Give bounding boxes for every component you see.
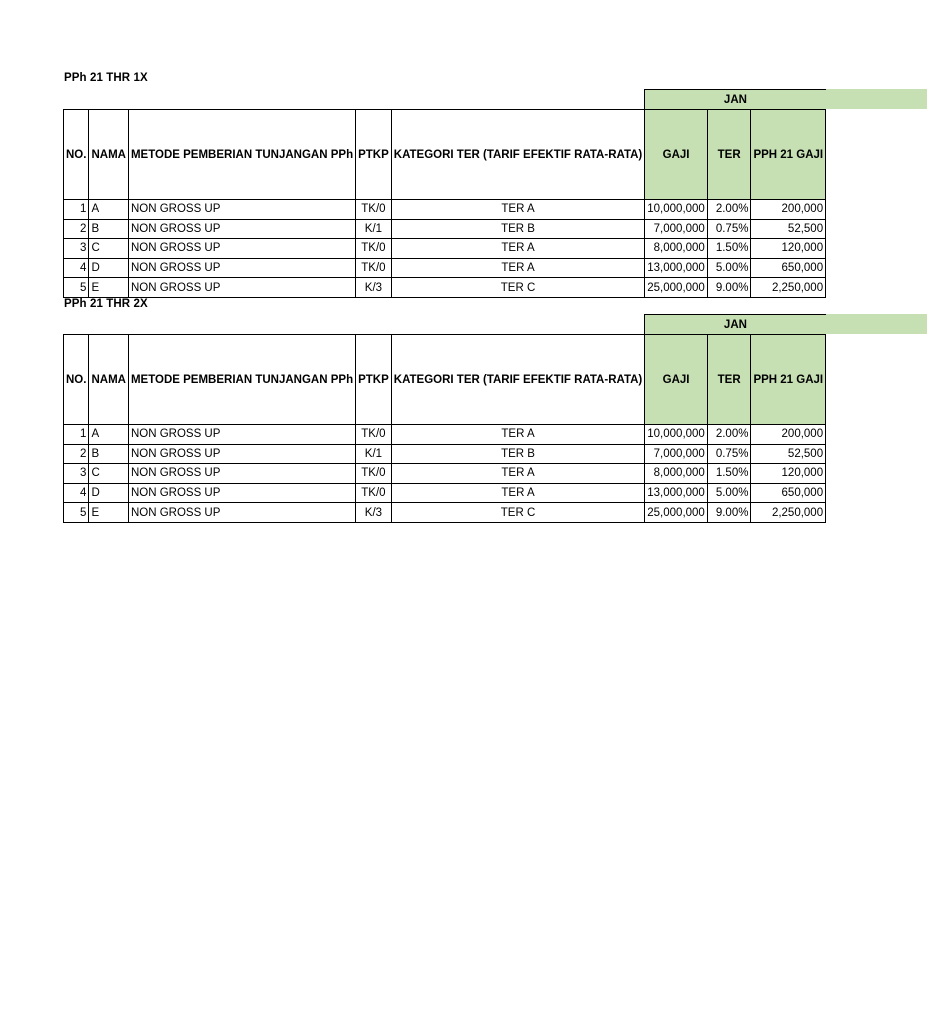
cell-metode: NON GROSS UP xyxy=(128,200,355,220)
cell-pph: 200,000 xyxy=(751,425,826,445)
cell-gaji: 25,000,000 xyxy=(645,278,708,298)
cell-nama: E xyxy=(89,503,129,523)
col-header-gaji: GAJI xyxy=(645,335,708,425)
cell-kategori: TER C xyxy=(391,503,645,523)
cell-ptkp: TK/0 xyxy=(356,425,392,445)
cell-ptkp: TK/0 xyxy=(356,483,392,503)
cell-ter: 5.00% xyxy=(707,258,751,278)
col-header-no: NO. xyxy=(64,335,89,425)
col-header-pph: PPH 21 GAJI xyxy=(751,110,826,200)
cell-nama: C xyxy=(89,239,129,259)
cell-ptkp: K/3 xyxy=(356,503,392,523)
cell-ptkp: K/1 xyxy=(356,444,392,464)
cell-kategori: TER A xyxy=(391,483,645,503)
cell-gaji: 10,000,000 xyxy=(645,200,708,220)
cell-kategori: TER A xyxy=(391,239,645,259)
cell-no: 4 xyxy=(64,483,89,503)
cell-kategori: TER C xyxy=(391,278,645,298)
cell-ter: 0.75% xyxy=(707,444,751,464)
cell-no: 1 xyxy=(64,425,89,445)
col-header-ptkp: PTKP xyxy=(356,110,392,200)
table-row xyxy=(64,239,826,259)
cell-metode: NON GROSS UP xyxy=(128,464,355,484)
cell-ptkp: K/3 xyxy=(356,278,392,298)
table-title: PPh 21 THR 2X xyxy=(64,298,148,310)
table-row xyxy=(64,444,826,464)
table-row xyxy=(64,278,826,298)
tax-table xyxy=(63,89,826,298)
table-row xyxy=(64,425,826,445)
col-header-kategori: KATEGORI TER (TARIF EFEKTIF RATA-RATA) xyxy=(391,110,645,200)
cell-kategori: TER A xyxy=(391,425,645,445)
cell-gaji: 13,000,000 xyxy=(645,483,708,503)
cell-metode: NON GROSS UP xyxy=(128,258,355,278)
cell-gaji: 13,000,000 xyxy=(645,258,708,278)
tax-table xyxy=(63,314,826,523)
cell-pph: 120,000 xyxy=(751,239,826,259)
cell-ptkp: K/1 xyxy=(356,219,392,239)
cell-metode: NON GROSS UP xyxy=(128,444,355,464)
cell-ptkp: TK/0 xyxy=(356,200,392,220)
table-row xyxy=(64,464,826,484)
cell-gaji: 7,000,000 xyxy=(645,444,708,464)
cell-pph: 2,250,000 xyxy=(751,278,826,298)
cell-metode: NON GROSS UP xyxy=(128,278,355,298)
cell-gaji: 7,000,000 xyxy=(645,219,708,239)
cell-gaji: 8,000,000 xyxy=(645,239,708,259)
cell-kategori: TER B xyxy=(391,444,645,464)
cell-no: 3 xyxy=(64,239,89,259)
col-header-metode: METODE PEMBERIAN TUNJANGAN PPh xyxy=(128,335,355,425)
cell-gaji: 10,000,000 xyxy=(645,425,708,445)
cell-ter: 2.00% xyxy=(707,200,751,220)
cell-no: 5 xyxy=(64,278,89,298)
cell-metode: NON GROSS UP xyxy=(128,239,355,259)
table-row xyxy=(64,258,826,278)
cell-pph: 200,000 xyxy=(751,200,826,220)
cell-no: 5 xyxy=(64,503,89,523)
cell-pph: 52,500 xyxy=(751,444,826,464)
cell-ter: 2.00% xyxy=(707,425,751,445)
cell-nama: D xyxy=(89,258,129,278)
cell-kategori: TER A xyxy=(391,200,645,220)
month-band-extension xyxy=(826,314,927,334)
cell-kategori: TER A xyxy=(391,258,645,278)
col-header-no: NO. xyxy=(64,110,89,200)
cell-pph: 650,000 xyxy=(751,258,826,278)
cell-pph: 2,250,000 xyxy=(751,503,826,523)
table-row xyxy=(64,483,826,503)
cell-gaji: 8,000,000 xyxy=(645,464,708,484)
col-header-pph: PPH 21 GAJI xyxy=(751,335,826,425)
cell-no: 2 xyxy=(64,444,89,464)
table-row xyxy=(64,200,826,220)
col-header-gaji: GAJI xyxy=(645,110,708,200)
month-band-extension xyxy=(826,89,927,109)
cell-ter: 5.00% xyxy=(707,483,751,503)
cell-gaji: 25,000,000 xyxy=(645,503,708,523)
cell-nama: D xyxy=(89,483,129,503)
cell-ter: 0.75% xyxy=(707,219,751,239)
cell-kategori: TER A xyxy=(391,464,645,484)
cell-metode: NON GROSS UP xyxy=(128,483,355,503)
cell-nama: C xyxy=(89,464,129,484)
cell-no: 2 xyxy=(64,219,89,239)
cell-no: 3 xyxy=(64,464,89,484)
cell-ter: 9.00% xyxy=(707,278,751,298)
cell-nama: B xyxy=(89,444,129,464)
col-header-nama: NAMA xyxy=(89,335,129,425)
cell-pph: 120,000 xyxy=(751,464,826,484)
table-row xyxy=(64,503,826,523)
cell-nama: A xyxy=(89,425,129,445)
cell-metode: NON GROSS UP xyxy=(128,425,355,445)
cell-ptkp: TK/0 xyxy=(356,464,392,484)
cell-ter: 1.50% xyxy=(707,464,751,484)
cell-nama: A xyxy=(89,200,129,220)
cell-ptkp: TK/0 xyxy=(356,239,392,259)
col-header-kategori: KATEGORI TER (TARIF EFEKTIF RATA-RATA) xyxy=(391,335,645,425)
table-row xyxy=(64,219,826,239)
cell-metode: NON GROSS UP xyxy=(128,219,355,239)
col-header-ter: TER xyxy=(707,335,751,425)
cell-metode: NON GROSS UP xyxy=(128,503,355,523)
cell-no: 4 xyxy=(64,258,89,278)
cell-no: 1 xyxy=(64,200,89,220)
cell-ptkp: TK/0 xyxy=(356,258,392,278)
table-title: PPh 21 THR 1X xyxy=(64,72,148,84)
month-label: JAN xyxy=(723,318,747,331)
month-band xyxy=(645,315,826,335)
cell-nama: B xyxy=(89,219,129,239)
month-label: JAN xyxy=(723,93,747,106)
col-header-nama: NAMA xyxy=(89,110,129,200)
cell-pph: 650,000 xyxy=(751,483,826,503)
cell-kategori: TER B xyxy=(391,219,645,239)
cell-ter: 1.50% xyxy=(707,239,751,259)
month-band xyxy=(645,90,826,110)
cell-nama: E xyxy=(89,278,129,298)
col-header-metode: METODE PEMBERIAN TUNJANGAN PPh xyxy=(128,110,355,200)
cell-ter: 9.00% xyxy=(707,503,751,523)
col-header-ptkp: PTKP xyxy=(356,335,392,425)
cell-pph: 52,500 xyxy=(751,219,826,239)
col-header-ter: TER xyxy=(707,110,751,200)
